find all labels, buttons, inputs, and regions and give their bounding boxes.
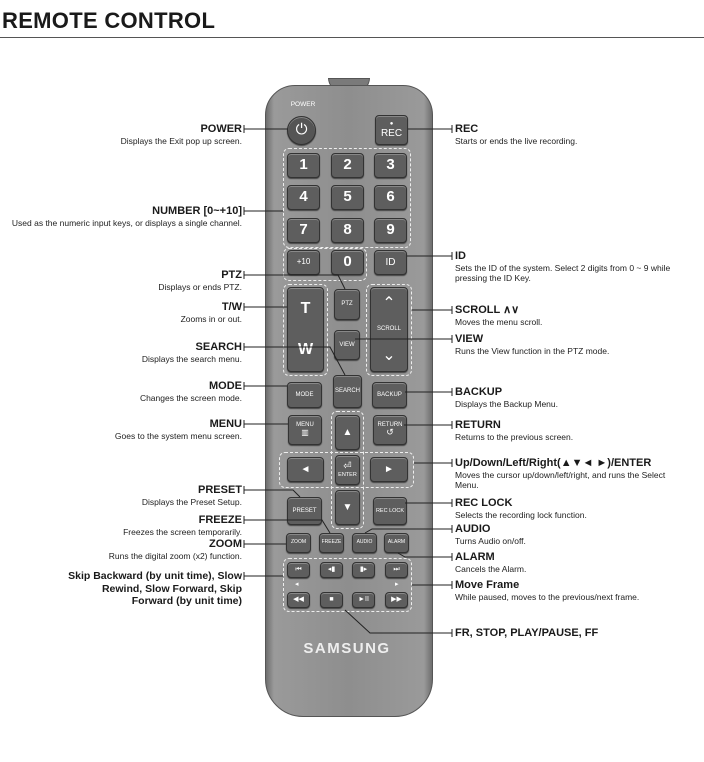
mode-button[interactable]: MODE bbox=[287, 382, 322, 408]
page-title: REMOTE CONTROL bbox=[2, 8, 216, 33]
tele-label[interactable]: T bbox=[300, 299, 311, 317]
mode-callout: MODE Changes the screen mode. bbox=[139, 380, 242, 404]
backup-callout: BACKUP Displays the Backup Menu. bbox=[455, 386, 558, 410]
id-button[interactable]: ID bbox=[374, 250, 407, 275]
ff-button[interactable]: ▶▶ bbox=[385, 592, 408, 608]
menu-button[interactable]: MENU ▥ bbox=[288, 415, 322, 445]
zoom-button[interactable]: ZOOM bbox=[286, 533, 311, 553]
preset-callout: PRESET Displays the Preset Setup. bbox=[141, 484, 242, 508]
view-callout: VIEW Runs the View function in the PTZ mode. bbox=[455, 333, 610, 357]
search-callout: SEARCH Displays the search menu. bbox=[141, 341, 242, 365]
skip-slow-callout: Skip Backward (by unit time), Slow Rewind, Slow Forward, Skip Forward (by unit time) bbox=[68, 570, 242, 608]
wide-label[interactable]: W bbox=[297, 341, 314, 359]
right-button[interactable]: ► bbox=[370, 457, 408, 482]
number-8-button[interactable]: 8 bbox=[331, 218, 364, 243]
number-2-button[interactable]: 2 bbox=[331, 153, 364, 178]
power-callout: POWER Displays the Exit pop up screen. bbox=[120, 123, 242, 147]
id-callout: ID Sets the ID of the system. Select 2 digits from 0 ~ 9 while pressing the ID Key. bbox=[455, 250, 671, 284]
power-icon: ⏻ bbox=[295, 121, 308, 139]
number-5-button[interactable]: 5 bbox=[331, 185, 364, 210]
ptz-callout: PTZ Displays or ends PTZ. bbox=[158, 269, 242, 293]
scroll-down-icon[interactable]: ⌄ bbox=[382, 346, 396, 364]
left-button[interactable]: ◄ bbox=[287, 457, 324, 482]
freeze-callout: FREEZE Freezes the screen temporarily. bbox=[123, 514, 242, 538]
alarm-button[interactable]: ALARM bbox=[384, 533, 409, 553]
menu-icon: ▥ bbox=[301, 427, 309, 437]
slow-forward-button[interactable]: ▮▸ bbox=[352, 562, 375, 578]
frame-next-icon[interactable]: ▸ bbox=[395, 581, 399, 588]
ptz-button[interactable]: PTZ bbox=[334, 289, 360, 320]
skip-forward-button[interactable]: ⏭ bbox=[385, 562, 408, 578]
zoom-callout: ZOOM Runs the digital zoom (x2) function. bbox=[108, 538, 242, 562]
number-0-button[interactable]: 0 bbox=[331, 250, 364, 275]
menu-callout: MENU Goes to the system menu screen. bbox=[114, 418, 242, 442]
play-pause-button[interactable]: ►II bbox=[352, 592, 375, 608]
up-button[interactable]: ▲ bbox=[335, 415, 360, 450]
rec-lock-callout: REC LOCK Selects the recording lock function. bbox=[455, 497, 587, 521]
number-3-button[interactable]: 3 bbox=[374, 153, 407, 178]
number-6-button[interactable]: 6 bbox=[374, 185, 407, 210]
search-button[interactable]: SEARCH bbox=[333, 375, 362, 408]
playback-callout: FR, STOP, PLAY/PAUSE, FF bbox=[455, 627, 599, 639]
scroll-callout: SCROLL ∧∨ Moves the menu scroll. bbox=[455, 304, 543, 328]
alarm-callout: ALARM Cancels the Alarm. bbox=[455, 551, 527, 575]
audio-callout: AUDIO Turns Audio on/off. bbox=[455, 523, 526, 547]
backup-button[interactable]: BACKUP bbox=[372, 382, 407, 408]
number-callout: NUMBER [0~+10] Used as the numeric input keys, or displays a single channel. bbox=[11, 205, 242, 229]
down-button[interactable]: ▼ bbox=[335, 490, 360, 525]
rec-button[interactable]: ● REC bbox=[375, 115, 408, 145]
rec-lock-button[interactable]: REC LOCK bbox=[373, 497, 407, 525]
direction-enter-callout: Up/Down/Left/Right(▲▼◄ ►)/ENTER Moves the cursor up/down/left/right, and runs the Select Menu. bbox=[455, 457, 666, 491]
scroll-up-icon[interactable]: ⌃ bbox=[382, 294, 396, 312]
stop-button[interactable]: ■ bbox=[320, 592, 343, 608]
right-leaders bbox=[345, 125, 452, 637]
enter-button[interactable]: ⏎ ENTER bbox=[335, 455, 360, 485]
freeze-button[interactable]: FREEZE bbox=[319, 533, 344, 553]
scroll-button[interactable]: ⌃ SCROLL ⌄ bbox=[370, 287, 408, 372]
left-leaders bbox=[244, 125, 345, 580]
return-button[interactable]: RETURN ↺ bbox=[373, 415, 407, 445]
enter-icon: ⏎ bbox=[343, 461, 352, 473]
preset-button[interactable]: PRESET bbox=[287, 497, 322, 525]
audio-button[interactable]: AUDIO bbox=[352, 533, 377, 553]
frame-prev-icon[interactable]: ◂ bbox=[295, 581, 299, 588]
number-9-button[interactable]: 9 bbox=[374, 218, 407, 243]
slow-rewind-button[interactable]: ◂▮ bbox=[320, 562, 343, 578]
return-callout: RETURN Returns to the previous screen. bbox=[455, 419, 574, 443]
power-caption: POWER bbox=[290, 101, 316, 108]
plus10-button[interactable]: +10 bbox=[287, 250, 320, 275]
skip-backward-button[interactable]: ⏮ bbox=[287, 562, 310, 578]
number-1-button[interactable]: 1 bbox=[287, 153, 320, 178]
fr-button[interactable]: ◀◀ bbox=[287, 592, 310, 608]
number-4-button[interactable]: 4 bbox=[287, 185, 320, 210]
return-icon: ↺ bbox=[386, 427, 394, 438]
move-frame-callout: Move Frame While paused, moves to the previous/next frame. bbox=[455, 579, 640, 603]
brand-logo: SAMSUNG bbox=[303, 640, 391, 657]
tw-callout: T/W Zooms in or out. bbox=[180, 301, 242, 325]
number-7-button[interactable]: 7 bbox=[287, 218, 320, 243]
view-button[interactable]: VIEW bbox=[334, 330, 360, 360]
rec-callout: REC Starts or ends the live recording. bbox=[455, 123, 578, 147]
